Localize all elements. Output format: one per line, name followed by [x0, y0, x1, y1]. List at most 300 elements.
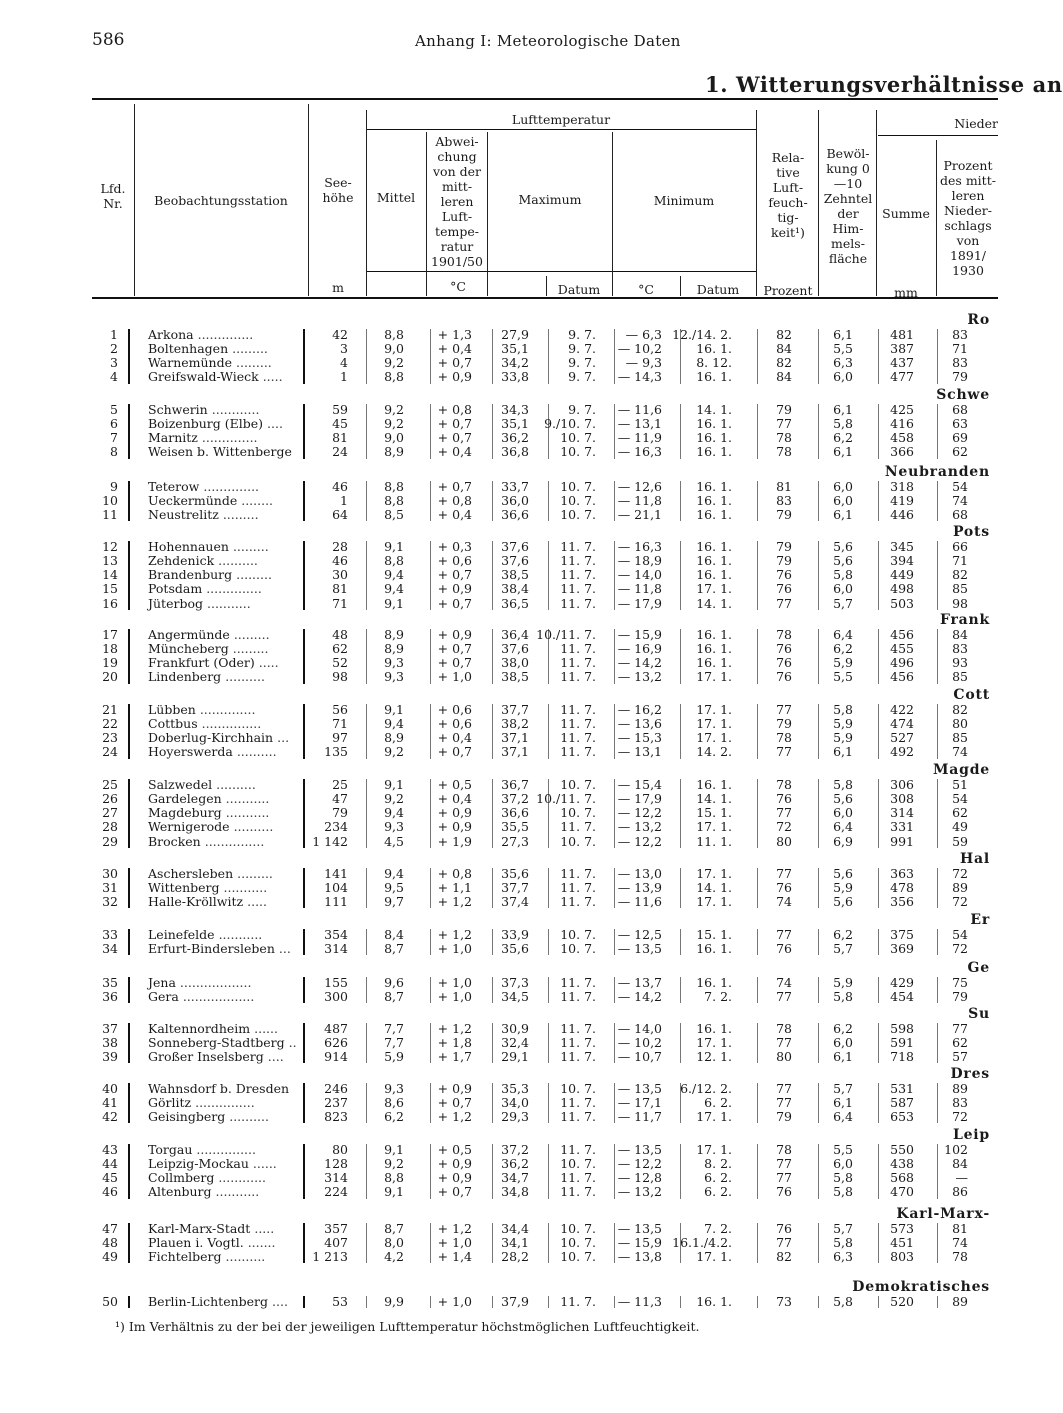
cell-summe: 394: [890, 553, 914, 569]
cell-max-d: 10. 7.: [560, 833, 596, 849]
cell-min-d: 6. 2.: [704, 1170, 732, 1186]
cell-max-d: 11. 7.: [560, 894, 596, 910]
cell-min-d: 16. 1.: [696, 493, 732, 509]
cell-proz: 69: [952, 430, 968, 446]
cell-max-d: 11. 7.: [560, 1170, 596, 1186]
header-sep: [876, 110, 877, 296]
cell-min-d: 17. 1.: [696, 716, 732, 732]
cell-min-d: 17. 1.: [696, 730, 732, 746]
cell-mittel: 9,2: [384, 416, 404, 432]
cell-abw: + 0,6: [437, 702, 472, 717]
cell-mittel: 4,2: [384, 1249, 404, 1265]
cell-bew: 6,1: [833, 402, 853, 417]
station-label: Lübben: [148, 702, 196, 717]
cell-mittel: 6,2: [384, 1109, 404, 1125]
cell-min-d: 16. 1.: [696, 641, 732, 657]
cell-see: 45: [332, 416, 348, 432]
cell-feuchte: 76: [776, 581, 792, 597]
cell-proz: 84: [952, 627, 968, 642]
cell-nr: 7: [110, 430, 118, 446]
station-label: Zehdenick: [148, 553, 215, 569]
col-header-feuchte: Rela- tive Luft- feuch- tig- keit¹): [768, 150, 808, 240]
cell-mittel: 9,5: [384, 880, 404, 896]
station-name: [148, 1036, 297, 1050]
cell-summe: 492: [890, 744, 914, 760]
cell-feuchte: 77: [776, 989, 792, 1005]
cell-abw: + 1,0: [437, 975, 472, 990]
station-label: Aschersleben: [148, 866, 234, 881]
cell-max-d: 10. 7.: [560, 479, 596, 494]
cell-min-d: 16. 1.: [696, 941, 732, 957]
station-name: [148, 328, 253, 342]
cell-feuchte: 74: [776, 975, 792, 990]
cell-summe: 458: [890, 430, 914, 446]
cell-nr: 25: [102, 777, 118, 792]
cell-abw: + 0,7: [437, 595, 472, 611]
cell-nr: 36: [102, 989, 118, 1005]
cell-mittel: 8,8: [384, 493, 404, 509]
cell-mittel: 8,7: [384, 941, 404, 957]
cell-bew: 6,0: [833, 479, 853, 494]
cell-min: — 12,2: [617, 833, 662, 849]
cell-nr: 20: [102, 669, 118, 685]
cell-summe: 356: [890, 894, 914, 910]
cell-proz: 74: [952, 493, 968, 509]
cell-feuchte: 78: [776, 444, 792, 460]
cell-mittel: 9,2: [384, 791, 404, 807]
cell-see: 357: [324, 1221, 348, 1236]
cell-abw: + 0,4: [437, 730, 472, 746]
cell-summe: 481: [890, 327, 914, 342]
region-label: Ge: [967, 960, 990, 976]
region-label: Magde: [932, 762, 990, 778]
cell-feuchte: 78: [776, 777, 792, 792]
station-name: [148, 480, 259, 494]
cell-nr: 41: [102, 1095, 118, 1111]
leader-dots: ...............: [195, 1095, 255, 1111]
station-name: [148, 370, 283, 384]
cell-max: 35,1: [501, 416, 529, 432]
table-row: [0, 881, 1024, 895]
cell-min: — 13,8: [617, 1249, 662, 1265]
cell-proz: 79: [952, 989, 968, 1005]
cell-min-d: 14. 2.: [696, 744, 732, 760]
station-name: [148, 356, 272, 370]
cell-see: 128: [324, 1156, 348, 1172]
col-header-summe-unit: mm: [894, 285, 918, 300]
cell-max: 35,1: [501, 341, 529, 357]
station-name: [148, 1050, 284, 1064]
cell-feuchte: 78: [776, 1021, 792, 1036]
header-sep: [612, 132, 613, 296]
cell-mittel: 9,0: [384, 430, 404, 446]
cell-min: — 12,6: [617, 479, 662, 494]
table-row: [0, 1157, 1024, 1171]
cell-min-d: 17. 1.: [696, 866, 732, 881]
station-label: Altenburg: [148, 1184, 212, 1200]
cell-feuchte: 78: [776, 730, 792, 746]
cell-abw: + 1,0: [437, 989, 472, 1005]
cell-max-d: 10. 7.: [560, 1221, 596, 1236]
cell-mittel: 9,2: [384, 402, 404, 417]
region-label: Su: [968, 1006, 990, 1022]
cell-min: — 13,5: [617, 1081, 662, 1096]
cell-min: — 13,2: [617, 1184, 662, 1200]
cell-see: 71: [332, 595, 348, 611]
cell-nr: 46: [102, 1184, 118, 1200]
cell-max-d: 11. 7.: [560, 1294, 596, 1309]
station-name: [148, 597, 251, 611]
cell-proz: 83: [952, 327, 968, 342]
cell-nr: 5: [110, 402, 118, 417]
cell-min: — 21,1: [617, 507, 662, 523]
cell-see: 314: [324, 1170, 348, 1186]
cell-proz: 72: [952, 894, 968, 910]
cell-proz: 74: [952, 744, 968, 760]
cell-abw: + 0,6: [437, 716, 472, 732]
cell-max: 34,4: [501, 1221, 529, 1236]
cell-proz: 75: [952, 975, 968, 990]
cell-feuchte: 72: [776, 819, 792, 835]
cell-proz: 71: [952, 553, 968, 569]
cell-min: — 11,7: [617, 1109, 662, 1125]
cell-bew: 6,0: [833, 1035, 853, 1051]
cell-min: — 16,9: [617, 641, 662, 657]
cell-feuchte: 79: [776, 553, 792, 569]
cell-see: 246: [324, 1081, 348, 1096]
cell-min-d: 16. 1.: [696, 553, 732, 569]
cell-proz: 68: [952, 507, 968, 523]
table-row: [0, 628, 1024, 642]
station-label: Magdeburg: [148, 805, 222, 821]
cell-max: 35,6: [501, 866, 529, 881]
cell-min: — 18,9: [617, 553, 662, 569]
cell-max-d: 11. 7.: [560, 581, 596, 597]
cell-abw: + 1,7: [437, 1049, 472, 1065]
cell-min-d: 16. 1.: [696, 1021, 732, 1036]
cell-abw: + 0,8: [437, 493, 472, 509]
header-sep: [818, 110, 819, 296]
cell-proz: —: [955, 1170, 968, 1186]
leader-dots: .....: [254, 1221, 275, 1236]
leader-dots: .........: [236, 567, 272, 583]
cell-summe: 568: [890, 1170, 914, 1186]
station-name: [148, 1143, 256, 1157]
cell-max: 32,4: [501, 1035, 529, 1051]
station-name: [148, 1022, 278, 1036]
cell-min-d: 16. 1.: [696, 341, 732, 357]
leader-dots: ......: [252, 1156, 277, 1172]
cell-summe: 498: [890, 581, 914, 597]
cell-summe: 803: [890, 1249, 914, 1265]
cell-max: 28,2: [501, 1249, 529, 1265]
col-header-bewoelkung: Bewöl- kung 0—10 Zehntel der Him- mels- fläche: [823, 146, 873, 266]
cell-abw: + 0,7: [437, 1184, 472, 1200]
cell-min: — 13,5: [617, 1221, 662, 1236]
cell-nr: 39: [102, 1049, 118, 1065]
cell-max: 34,0: [501, 1095, 529, 1111]
station-label: Ueckermünde: [148, 493, 238, 509]
cell-proz: 102: [944, 1142, 968, 1157]
cell-min: — 11,6: [617, 894, 662, 910]
cell-mittel: 9,9: [384, 1294, 404, 1309]
header-sep: [366, 110, 367, 296]
cell-see: 104: [324, 880, 348, 896]
cell-min-d: 16. 1.: [696, 444, 732, 460]
cell-abw: + 0,8: [437, 866, 472, 881]
cell-mittel: 8,9: [384, 444, 404, 460]
cell-min-d: 14. 1.: [696, 791, 732, 807]
table-row: [0, 1110, 1024, 1124]
cell-feuchte: 82: [776, 1249, 792, 1265]
cell-min: — 13,2: [617, 669, 662, 685]
station-name: [148, 1236, 276, 1250]
station-label: Geisingberg: [148, 1109, 226, 1125]
cell-summe: 455: [890, 641, 914, 657]
cell-bew: 5,9: [833, 655, 853, 671]
station-name: [148, 745, 277, 759]
cell-mittel: 8,9: [384, 627, 404, 642]
cell-max: 38,2: [501, 716, 529, 732]
cell-max: 37,1: [501, 730, 529, 746]
cell-mittel: 9,3: [384, 655, 404, 671]
cell-proz: 89: [952, 880, 968, 896]
station-label: Jena: [148, 975, 176, 990]
header-sep: [308, 104, 309, 296]
cell-max-d: 10. 7.: [560, 1156, 596, 1172]
cell-max: 29,3: [501, 1109, 529, 1125]
cell-abw: + 1,9: [437, 833, 472, 849]
cell-nr: 32: [102, 894, 118, 910]
cell-proz: 93: [952, 655, 968, 671]
table-row: [0, 1143, 1024, 1157]
cell-feuchte: 83: [776, 493, 792, 509]
station-label: Boltenhagen: [148, 341, 229, 357]
cell-summe: 369: [890, 941, 914, 957]
cell-feuchte: 79: [776, 539, 792, 554]
cell-min-d: 16. 1.: [696, 567, 732, 583]
cell-abw: + 1,2: [437, 1221, 472, 1236]
cell-max-d: 11. 7.: [560, 1109, 596, 1125]
table-row: [0, 568, 1024, 582]
leader-dots: ...............: [204, 833, 265, 849]
cell-nr: 50: [102, 1294, 118, 1309]
cell-min-d: 8. 12.: [696, 355, 732, 371]
cell-abw: + 0,9: [437, 581, 472, 597]
header-sep: [936, 140, 937, 296]
cell-summe: 591: [890, 1035, 914, 1051]
cell-summe: 366: [890, 444, 914, 460]
cell-max: 36,5: [501, 595, 529, 611]
station-label: Doberlug-Kirchhain: [148, 730, 274, 746]
cell-bew: 5,8: [833, 702, 853, 717]
cell-bew: 5,7: [833, 1081, 853, 1096]
table-row: [0, 508, 1024, 522]
cell-min: — 16,2: [617, 702, 662, 717]
cell-proz: 71: [952, 341, 968, 357]
cell-proz: 89: [952, 1081, 968, 1096]
cell-bew: 5,9: [833, 730, 853, 746]
cell-feuchte: 76: [776, 791, 792, 807]
cell-see: 1 142: [312, 833, 348, 849]
cell-summe: 456: [890, 627, 914, 642]
cell-proz: 68: [952, 402, 968, 417]
cell-min-d: 17. 1.: [696, 819, 732, 835]
leader-dots: ...: [277, 730, 290, 746]
leader-dots: .........: [236, 355, 272, 371]
station-label: Großer Inselsberg: [148, 1049, 264, 1065]
cell-mittel: 9,1: [384, 702, 404, 717]
leader-dots: .........: [232, 341, 268, 357]
station-name: [148, 568, 272, 582]
cell-mittel: 8,9: [384, 730, 404, 746]
leader-dots: ..........: [218, 553, 258, 569]
table-row: [0, 976, 1024, 990]
cell-mittel: 8,9: [384, 641, 404, 657]
cell-see: 141: [324, 866, 348, 881]
table-row: [0, 1185, 1024, 1199]
cell-mittel: 9,3: [384, 669, 404, 685]
cell-nr: 17: [102, 627, 118, 642]
cell-min-d: 16. 1.: [696, 1294, 732, 1309]
cell-proz: 62: [952, 1035, 968, 1051]
cell-abw: + 1,0: [437, 941, 472, 957]
leader-dots: ..........: [229, 1109, 269, 1125]
cell-proz: 82: [952, 702, 968, 717]
station-name: [148, 1110, 269, 1124]
cell-nr: 30: [102, 866, 118, 881]
cell-summe: 429: [890, 975, 914, 990]
cell-nr: 22: [102, 716, 118, 732]
station-name: [148, 990, 254, 1004]
cell-max-d: 11. 7.: [560, 1095, 596, 1111]
cell-abw: + 0,4: [437, 444, 472, 460]
table-row: [0, 582, 1024, 596]
cell-max: 34,8: [501, 1184, 529, 1200]
cell-nr: 2: [110, 341, 118, 357]
cell-proz: 51: [952, 777, 968, 792]
cell-min-d: 17. 1.: [696, 1142, 732, 1157]
cell-see: 25: [332, 777, 348, 792]
table-row: [0, 1036, 1024, 1050]
table-row: [0, 745, 1024, 759]
cell-max: 38,5: [501, 669, 529, 685]
cell-feuchte: 78: [776, 430, 792, 446]
col-header-summe: Summe: [882, 206, 930, 221]
region-label: Er: [970, 912, 990, 928]
cell-feuchte: 77: [776, 1156, 792, 1172]
cell-summe: 446: [890, 507, 914, 523]
cell-abw: + 0,9: [437, 805, 472, 821]
table-row: [0, 1236, 1024, 1250]
cell-abw: + 0,6: [437, 553, 472, 569]
table-row: [0, 656, 1024, 670]
cell-min: — 13,7: [617, 975, 662, 990]
cell-proz: 83: [952, 355, 968, 371]
station-name: [148, 582, 262, 596]
cell-proz: 82: [952, 567, 968, 583]
cell-nr: 12: [102, 539, 118, 554]
region-label: Cott: [953, 687, 990, 703]
station-name: [148, 1171, 266, 1185]
cell-mittel: 4,5: [384, 833, 404, 849]
cell-see: 46: [332, 553, 348, 569]
leader-dots: ..........: [216, 777, 256, 792]
cell-summe: 527: [890, 730, 914, 746]
table-row: [0, 1050, 1024, 1064]
cell-min: — 14,0: [617, 567, 662, 583]
cell-max: 38,5: [501, 567, 529, 583]
cell-max-d: 11. 7.: [560, 1184, 596, 1200]
table-row: [0, 431, 1024, 445]
station-label: Cottbus: [148, 716, 198, 732]
cell-abw: + 0,7: [437, 641, 472, 657]
leader-dots: ..........: [225, 1249, 266, 1265]
cell-max-d: 11. 7.: [560, 819, 596, 835]
cell-summe: 531: [890, 1081, 914, 1096]
table-row: [0, 1022, 1024, 1036]
cell-bew: 6,1: [833, 1095, 853, 1111]
cell-min-d: 11. 1.: [696, 833, 732, 849]
cell-summe: 598: [890, 1021, 914, 1036]
cell-bew: 6,1: [833, 444, 853, 460]
cell-see: 237: [324, 1095, 348, 1111]
cell-nr: 1: [110, 327, 118, 342]
cell-proz: 81: [952, 1221, 968, 1236]
cell-bew: 6,0: [833, 1156, 853, 1172]
cell-min-d: 17. 1.: [696, 1109, 732, 1125]
cell-max-d: 11. 7.: [560, 669, 596, 685]
cell-mittel: 9,4: [384, 567, 404, 583]
cell-proz: 83: [952, 1095, 968, 1111]
cell-max-d: 11. 7.: [560, 716, 596, 732]
cell-see: 914: [324, 1049, 348, 1065]
cell-max-d: 11. 7.: [560, 744, 596, 760]
cell-see: 224: [324, 1184, 348, 1200]
cell-feuchte: 79: [776, 402, 792, 417]
cell-max-d: 11. 7.: [560, 567, 596, 583]
cell-nr: 37: [102, 1021, 118, 1036]
cell-nr: 27: [102, 805, 118, 821]
cell-max-d: 9. 7.: [568, 369, 596, 385]
cell-mittel: 7,7: [384, 1021, 404, 1036]
cell-max: 35,5: [501, 819, 529, 835]
cell-proz: 85: [952, 669, 968, 685]
cell-mittel: 8,7: [384, 989, 404, 1005]
station-name: [148, 494, 273, 508]
cell-mittel: 8,6: [384, 1095, 404, 1111]
cell-abw: + 0,7: [437, 744, 472, 760]
cell-bew: 6,1: [833, 1049, 853, 1065]
cell-nr: 8: [110, 444, 118, 460]
cell-max: 36,8: [501, 444, 529, 460]
cell-summe: 306: [890, 777, 914, 792]
table-row: [0, 370, 1024, 384]
table-row: [0, 494, 1024, 508]
cell-summe: 991: [890, 833, 914, 849]
cell-max: 36,2: [501, 1156, 529, 1172]
cell-mittel: 9,1: [384, 1184, 404, 1200]
cell-nr: 44: [102, 1156, 118, 1172]
cell-abw: + 0,4: [437, 791, 472, 807]
station-name: [148, 881, 267, 895]
cell-min-d: 16. 1.: [696, 479, 732, 494]
running-head: Anhang I: Meteorologische Daten: [415, 32, 681, 50]
header-sep: [756, 110, 757, 296]
station-label: Salzwedel: [148, 777, 213, 792]
cell-summe: 422: [890, 702, 914, 717]
cell-feuchte: 76: [776, 880, 792, 896]
